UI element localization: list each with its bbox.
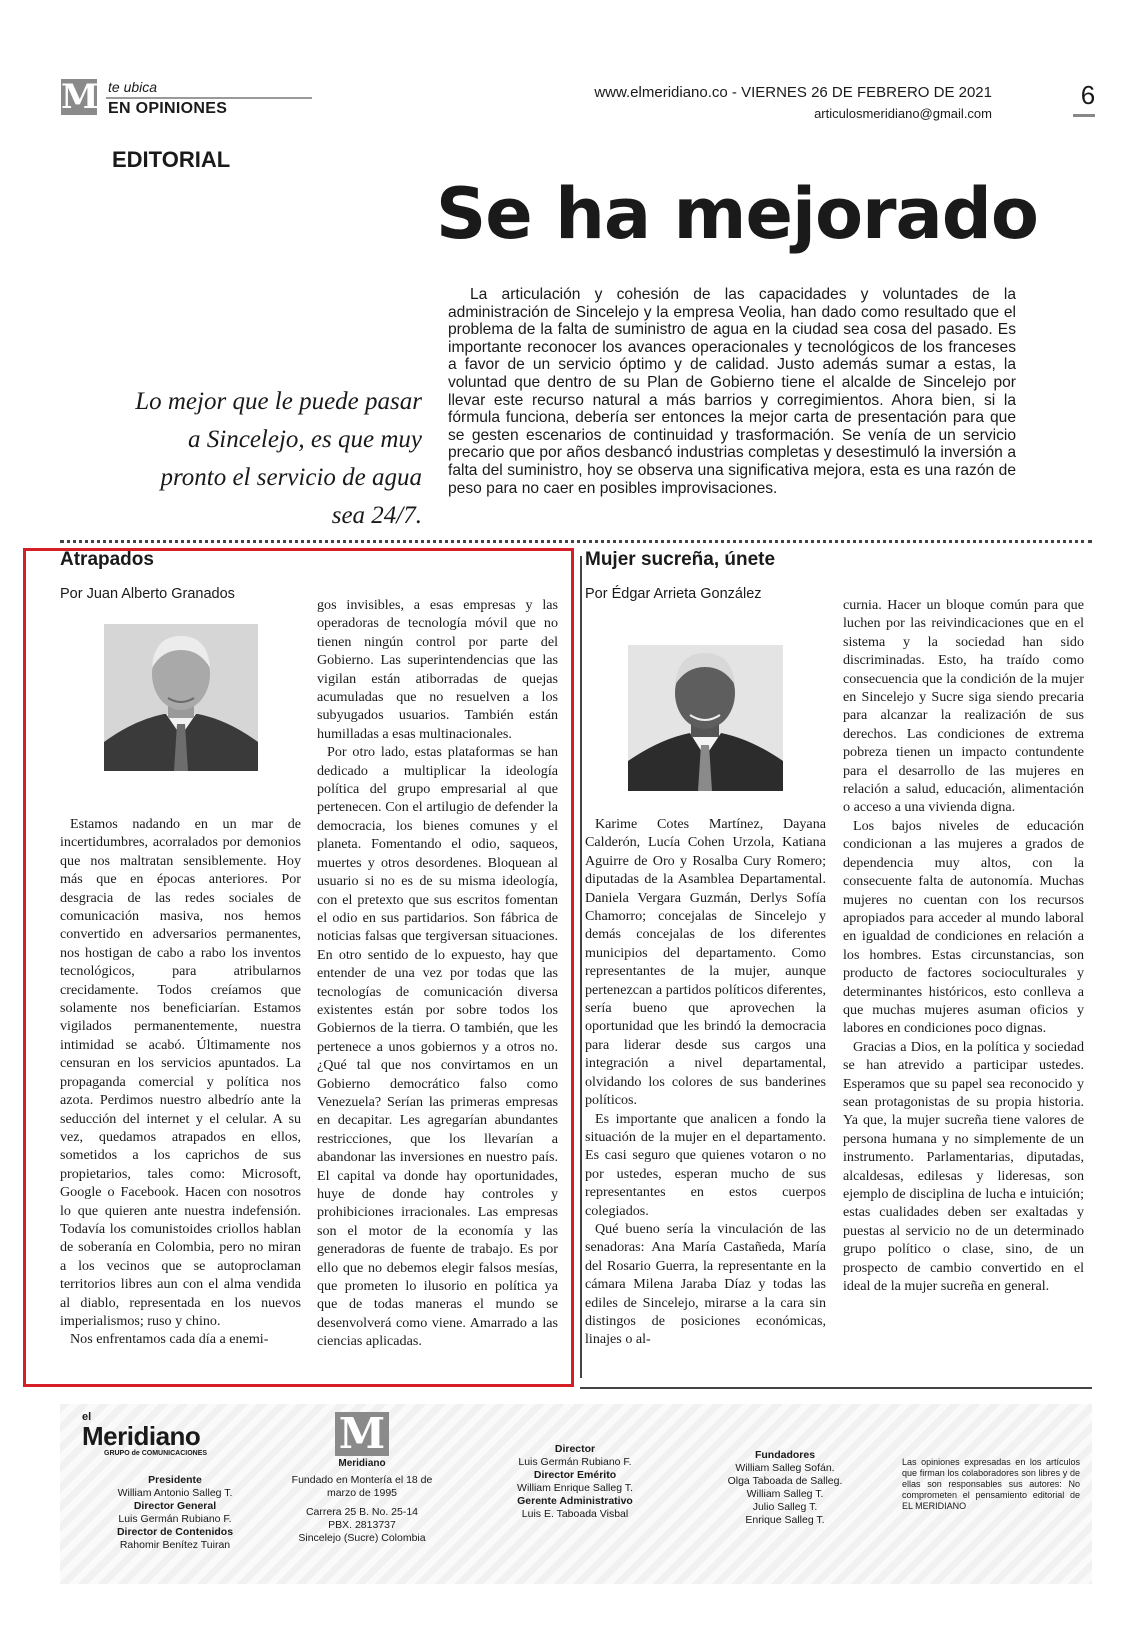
director-label: Director: [554, 1443, 596, 1455]
column-divider: [580, 556, 582, 1378]
editorial-body: [448, 286, 1016, 497]
dotted-divider: [60, 540, 1092, 543]
article-bottom-rule: [580, 1387, 1092, 1389]
director-name: Luis Germán Rubiano F.: [518, 1456, 632, 1468]
presidente-name: William Antonio Salleg T.: [117, 1487, 233, 1499]
article-paragraph: Los bajos niveles de educación condicionan a las mujeres a grados de dependencia muy altos, con la consecuente falta de autonomía. Muchas mujeres no cuentan con los recursos apropiados para acceder al mundo laboral en igualdad de condiciones en relación a los hombres. Estas circunstancias, son producto de factores socioculturales y determinantes históricos, esto conlleva a que muchas mujeres asuman oficios y labores en condiciones poco dignas.: [843, 817, 1084, 1037]
address-line: Carrera 25 B. No. 25-14: [305, 1506, 419, 1518]
director-emerito-name: William Enrique Salleg T.: [517, 1482, 633, 1494]
footer-disclaimer: Las opiniones expresadas en los artículos que firman los colaboradores son libres y de ellas son responsables sus autores: No comprometen el pensamiento editorial de EL MERIDIANO: [902, 1457, 1080, 1511]
article-byline: Por Juan Alberto Granados: [60, 586, 235, 602]
gerente-name: Luis E. Taboada Visbal: [521, 1508, 629, 1520]
author-photo: [104, 624, 258, 771]
article-paragraph: gos invisibles, a esas empresas y las operadoras de tecnología móvil que no tienen ningún control por parte del Gobierno. Las superintendencias que las vigilan están atiborradas de quejas acumuladas que no resuelven a los subyugados usuarios. También están humilladas a esas multinacionales.: [317, 597, 558, 742]
footer-founders: [710, 1449, 860, 1527]
article-paragraph: Nos enfrentamos cada día a enemi-: [70, 1331, 269, 1348]
contact-email[interactable]: articulosmeridiano@gmail.com: [814, 106, 992, 121]
editorial-label: EDITORIAL: [112, 147, 231, 172]
footer-staff-center: [495, 1443, 655, 1521]
founder-name: Enrique Salleg T.: [745, 1514, 825, 1526]
header-divider: [106, 97, 312, 99]
brand-el: el: [82, 1411, 92, 1423]
article-paragraph: Estamos nadando en un mar de incertidumbres, acorralados por demonios que nos maltratan sensiblemente. Hoy más que en épocas anteriores. Por desgracia de las redes sociales de comunicación masiva, nos hemos convertido en adversarios permanentes, nos hostigan de cabo a rabo los inventos tecnológicos, para atribularnos crecidamente. Todos creíamos que solamente nos beneficiarían. Estamos vigilados permanentemente, nuestra intimidad se acabó. Últimamente nos censuran en los servicios apuntados. La propaganda comercial y política nos azota. Perdimos nuestro albedrío ante la seducción del internet y el celular. A su vez, quedamos atrapados en ellos, sometidos a los caprichos de sus propietarios, tales como: Microsoft, Google o Facebook. Hacen con nosotros lo que quieren ante nuestra indefensión. Todavía los comunistoides criollos hablan de soberanía en Colombia, pero no miran a los vecinos que se autoproclaman territorios libres aun con el alma vendida al diablo, representada en los nuevos imperialismos; ruso y chino.: [60, 816, 301, 1329]
page-number: 6: [1080, 80, 1096, 110]
section-label: EN OPINIONES: [108, 100, 228, 117]
editorial-paragraph: La articulación y cohesión de las capacidades y voluntades de la administración de Sincelejo y la empresa Veolia, han dado como resultado que el problema de la falta de suministro de agua en la ciudad sea cosa del pasado. Es importante reconocer los avances operacionales y tecnológicos de los franceses a favor de un servicio óptimo y de calidad. Justo además sumar a estas, la voluntad que dentro de su Plan de Gobierno tiene el alcalde de Sincelejo por llevar este recurso natural a más barrios y corregimientos. Ahora bien, si la fórmula funciona, debería ser entonces la mejor carta de presentación para que se gesten escenarios de continuidad y trasformación. Se venía de un servicio precario que por años desbancó industrias completas y desestimuló la inversión a falta del suministro, hoy se observa una significativa mejora, esta es una razón de peso para no caer en posibles improvisaciones.: [448, 286, 1016, 497]
author-photo: [628, 645, 783, 791]
article-paragraph: curnia. Hacer un bloque común para que luchen por las reivindicaciones que en el sistema y la sociedad han sido discriminadas. Esto, ha traído como consecuencia que la condición de la mujer en Sincelejo y Sucre siga siendo precaria para alcanzar la realización de sus derechos. Las condiciones de extrema pobreza tienen un impacto contundente para el desarrollo de las mujeres en relación a salud, educación, alimentación o acceso a una vivienda digna.: [843, 597, 1084, 816]
article-paragraph: Es importante que analicen a fondo la situación de la mujer en el departamento. Es casi seguro que quienes votaron o no por ustedes, esperan mucho de sus representantes en estos cuerpos colegiados.: [585, 1110, 826, 1219]
article-title: Mujer sucreña, únete: [585, 549, 776, 570]
footer-address: [290, 1474, 434, 1545]
brand-subtitle: GRUPO de COMUNICACIONES: [104, 1450, 208, 1457]
director-general-label: Director General: [133, 1500, 217, 1512]
footer-staff-left: [60, 1474, 290, 1552]
article-column: [317, 596, 558, 1351]
article-column: [843, 596, 1084, 1295]
article-column: [585, 815, 826, 1349]
page-number-bar: [1073, 114, 1095, 117]
director-contenidos-name: Rahomir Benítez Tuiran: [119, 1539, 231, 1551]
city-line: Sincelejo (Sucre) Colombia: [298, 1532, 426, 1544]
editorial-headline: Se ha mejorado: [435, 173, 1038, 255]
fundadores-label: Fundadores: [754, 1449, 816, 1461]
article-paragraph: Qué bueno sería la vinculación de las senadoras: Ana María Castañeda, María del Rosario Guerra, la representante en la cámara Milena Jaraba Díaz y todas las ediles de Sincelejo, mirarse a la cara sin distingos de posiciones económicas, linajes o al-: [585, 1220, 826, 1348]
article-paragraph: Por otro lado, estas plataformas se han dedicado a multiplicar la ideología política del grupo empresarial al que pertenecen. Con el artilugio de defender la democracia, los bienes comunes y el planeta. Fomentando el odio, saqueos, muertes y otros desordenes. Bloquean al usuario si no es de su misma ideología, con el pretexto que sus escritos fomentan el odio en sus partidarios. Son fábrica de noticias falsas que tergiversan situaciones. En otro sentido de lo expuesto, hay que entender de una vez por todas que las tecnologías de comunicación diversa existentes están por sobre todos los Gobiernos de la tierra. O también, que les pertenece a unos gobiernos y a otros no. ¿Qué tal que nos convirtamos en un Gobierno democrático falso como Venezuela? Serían las primeras empresas en decapitar. Les agregarían abundantes restricciones, que los llevarían a abandonar las inversiones en nuestro país. El capital va donde hay oportunidades, huye de donde hay controles y prohibiciones irracionales. Las empresas son el motor de la economía y las generadoras de fuente de trabajo. Es por ello que no debemos elegir falsos mesías, que prometen lo ilusorio en política ya que de todas maneras el mundo se desenvolverá como viene. Amarrado a las ciencias aplicadas.: [317, 744, 558, 1350]
presidente-label: Presidente: [148, 1474, 202, 1486]
article-byline: Por Édgar Arrieta González: [585, 586, 762, 602]
te-ubica-label: te ubica: [108, 79, 158, 95]
founder-name: Julio Salleg T.: [752, 1501, 818, 1513]
meridiano-logo-icon: M: [335, 1412, 389, 1456]
article-paragraph: Karime Cotes Martínez, Dayana Calderón, Lucía Cohen Urzola, Katiana Aguirre de Oro y Rosalba Cury Romero; diputadas de la Asamblea Departamental. Daniela Vergara Guzmán, Derlys Sofía Chamorro; concejalas de Sincelejo y demás concejalas de los diferentes municipios del departamento. Como representantes de la mujer, aunque pertenezcan a partidos políticos diferentes, sería bueno que aprovechen la oportunidad que les brindó la democracia para liderar desde sus cargos una integración a nivel departamental, olvidando los colores de sus banderines políticos.: [585, 816, 826, 1109]
footer-logo-name: Meridiano: [338, 1458, 386, 1469]
founder-name: William Salleg Sofán.: [735, 1462, 835, 1474]
article-column: [60, 815, 301, 1349]
founder-name: William Salleg T.: [746, 1488, 824, 1500]
date-line: www.elmeridiano.co - VIERNES 26 DE FEBRERO DE 2021: [594, 84, 992, 101]
article-paragraph: Gracias a Dios, en la política y sociedad se han atrevido a participar ustedes. Esperamos que su papel sea reconocido y sean protagonistas de su propia historia. Ya que, la mujer sucreña tiene valores de persona humana y no simplemente de un instrumento. Parlamentarias, diputadas, alcaldesas, edilesas y lideresas, son ejemplo de disciplina de lucha e intuición; estas cualidades deben ser exaltadas y puestas al servicio no de un determinado grupo político o clase, sino, de un prospecto de cambio convertido en el ideal de la mujer sucreña en general.: [843, 1038, 1084, 1295]
director-contenidos-label: Director de Contenidos: [116, 1526, 234, 1538]
gerente-label: Gerente Administrativo: [517, 1495, 633, 1507]
meridiano-logo-icon: M: [61, 77, 99, 117]
brand-name: Meridiano: [82, 1421, 201, 1451]
founder-name: Olga Taboada de Salleg.: [727, 1475, 843, 1487]
pull-quote: Lo mejor que le puede pasar a Sincelejo, es que muy pronto el servicio de agua sea 24/7.: [135, 388, 422, 529]
phone-line: PBX. 2813737: [328, 1519, 396, 1531]
director-general-name: Luis Germán Rubiano F.: [118, 1513, 232, 1525]
fundado-text: Fundado en Montería el 18 de marzo de 1995: [291, 1474, 433, 1499]
footer-brand: [82, 1412, 232, 1458]
director-emerito-label: Director Emérito: [533, 1469, 617, 1481]
article-title: Atrapados: [60, 549, 154, 570]
